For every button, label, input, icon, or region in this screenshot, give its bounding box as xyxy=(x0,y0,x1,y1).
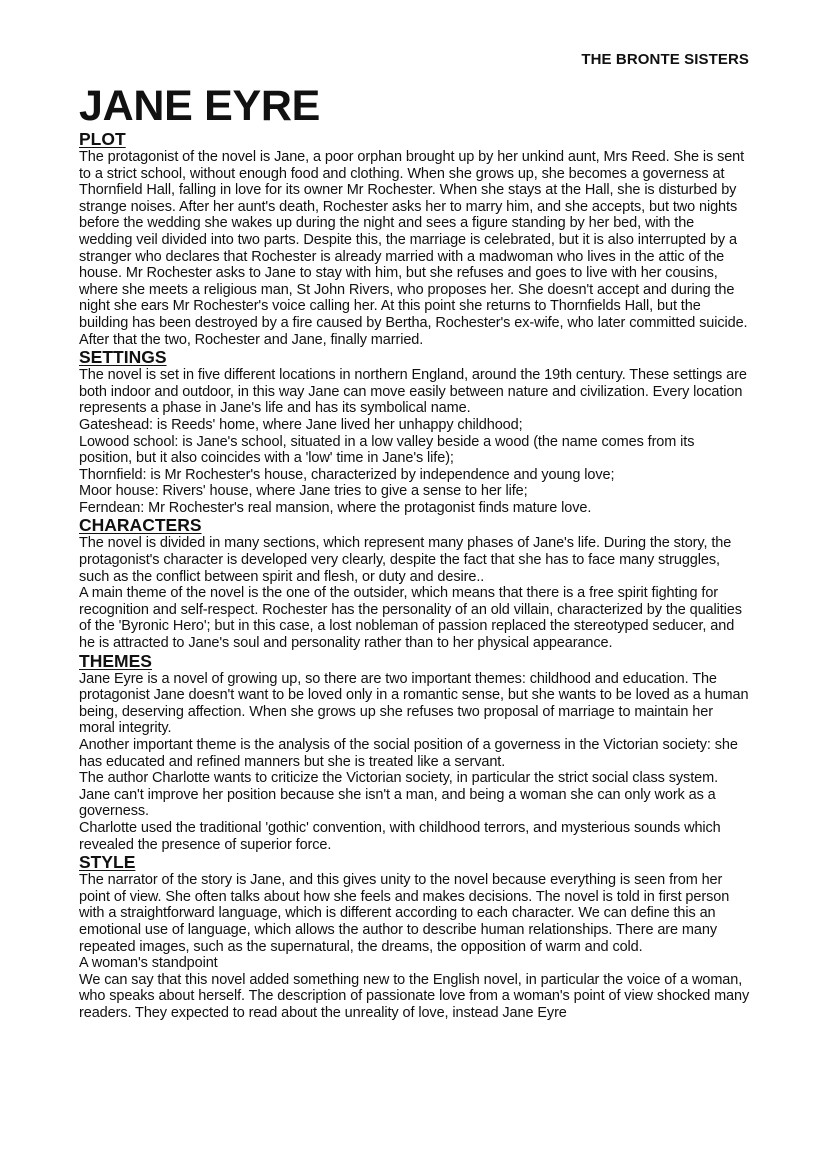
paragraph: Charlotte used the traditional 'gothic' convention, with childhood terrors, and mysterious sounds which revealed the presence of superior force. xyxy=(79,819,721,853)
paragraph: We can say that this novel added something new to the English novel, in particular the voice of a woman, who speaks about herself. The description of passionate love from a woman's point of view shocked many readers. They expected to read about the unreality of love, instead Jane Eyre xyxy=(79,971,750,1021)
style-section xyxy=(79,853,751,1021)
characters-section xyxy=(79,516,751,651)
section-heading-style: STYLE xyxy=(79,852,136,873)
paragraph: The novel is divided in many sections, which represent many phases of Jane's life. During the story, the protagonist's character is developed very clearly, despite the fact that she has to face many struggles, such as the conflict between spirit and flesh, or duty and desire.. xyxy=(79,535,732,585)
paragraph: Lowood school: is Jane's school, situated in a low valley beside a wood (the name comes from its position, but it also coincides with a 'low' time in Jane's life); xyxy=(79,433,695,467)
paragraph: Gateshead: is Reeds' home, where Jane lived her unhappy childhood; xyxy=(79,416,523,433)
paragraph: The narrator of the story is Jane, and this gives unity to the novel because everything is seen from her point of view. She often talks about how she feels and makes decisions. The novel is told in first person with a straightforward language, which is different according to each character. We can define this an emotional use of language, which allows the author to describe human relationships. There are many repeated images, such as the supernatural, the dreams, the opposition of warm and cold. xyxy=(79,872,730,955)
subheading-paragraph: A woman's standpoint xyxy=(79,955,218,972)
running-header: THE BRONTE SISTERS xyxy=(581,51,749,68)
paragraph: A main theme of the novel is the one of the outsider, which means that there is a free spirit fighting for recognition and self-respect. Rochester has the personality of an old villain, characterized by the qualities of the 'Byronic Hero'; but in this case, a lost nobleman of passion replaced the stereotyped seducer, and he is attracted to Jane's soul and personality rather than to her physical appearance. xyxy=(79,585,742,652)
paragraph: The novel is set in five different locations in northern England, around the 19th century. These settings are both indoor and outdoor, in this way Jane can move easily between nature and civilization. Every location represents a phase in Jane's life and has its symbolical name. xyxy=(79,367,747,417)
paragraph: Jane Eyre is a novel of growing up, so there are two important themes: childhood and education. The protagonist Jane doesn't want to be loved only in a romantic sense, but she wants to be loved as a human being, deserving affection. When she grows up she refuses two proposal of marriage to maintain her moral integrity. xyxy=(79,670,749,737)
settings-section xyxy=(79,348,751,516)
paragraph: Moor house: Rivers' house, where Jane tries to give a sense to her life; xyxy=(79,483,528,500)
section-heading-settings: SETTINGS xyxy=(79,347,167,368)
paragraph: Ferndean: Mr Rochester's real mansion, where the protagonist finds mature love. xyxy=(79,499,592,516)
paragraph: The author Charlotte wants to criticize the Victorian society, in particular the strict social class system. Jane can't improve her position because she isn't a man, and being a woman she can only work as a governess. xyxy=(79,770,719,820)
themes-section xyxy=(79,652,751,854)
document-body xyxy=(79,82,751,1022)
section-heading-plot: PLOT xyxy=(79,129,126,149)
paragraph: Thornfield: is Mr Rochester's house, characterized by independence and young love; xyxy=(79,466,615,483)
document-title: JANE EYRE xyxy=(79,82,321,130)
paragraph: Another important theme is the analysis of the social position of a governess in the Victorian society: she has educated and refined manners but she is treated like a servant. xyxy=(79,737,738,770)
section-heading-characters: CHARACTERS xyxy=(79,515,202,536)
plot-section xyxy=(79,130,751,348)
section-heading-themes: THEMES xyxy=(79,650,152,671)
paragraph: The protagonist of the novel is Jane, a poor orphan brought up by her unkind aunt, Mrs Reed. She is sent to a strict school, without enough food and clothing. When she grows up, she becomes a governess at Thornfield Hall, falling in love for its owner Mr Rochester. When she stays at the Hall, she is disturbed by strange noises. After her aunt's death, Rochester asks her to marry him, and she accepts, but two nights before the wedding she wakes up during the night and sees a figure standing by her bed, with the wedding veil divided into two parts. Despite this, the marriage is celebrated, but it is also interrupted by a stranger who declares that Rochester is already married with a madwoman who lives in the attic of the house. Mr Rochester asks to Jane to stay with him, but she refuses and goes to live with her cousins, where she meets a religious man, St John Rivers, who proposes her. She doesn't accept and during the night she ears Mr Rochester's voice calling her. At this point she returns to Thornfields Hall, but the building has been destroyed by a fire caused by Bertha, Rochester's ex-wife, who later committed suicide. After that the two, Rochester and Jane, finally married. xyxy=(79,149,748,348)
